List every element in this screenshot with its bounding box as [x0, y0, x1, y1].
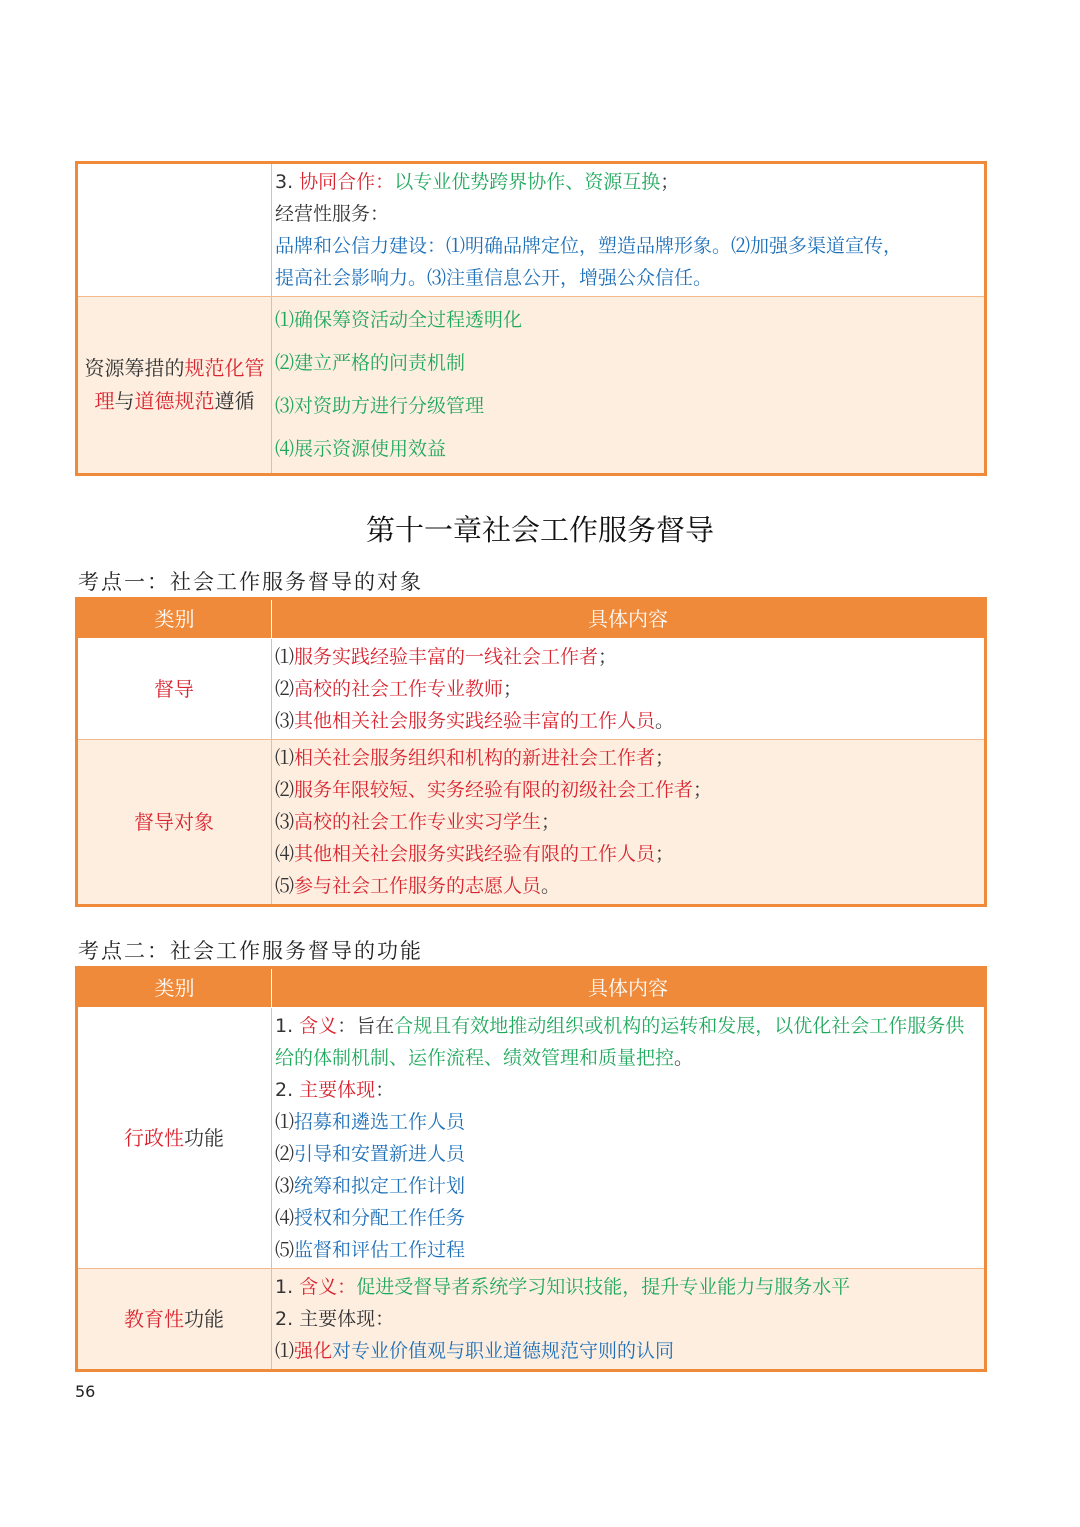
content-line — [275, 742, 980, 774]
column-header-content: 具体内容 — [272, 968, 986, 1008]
text-segment: 2. 主要体现： — [275, 1308, 395, 1330]
text-segment: 道德规范 — [134, 389, 215, 413]
content-line — [275, 1335, 980, 1367]
content-cell-cooperation — [272, 163, 986, 297]
text-segment: 含义 — [299, 1015, 338, 1037]
text-segment: 监督和评估工作过程 — [294, 1239, 466, 1261]
text-segment: 功能 — [184, 1126, 224, 1150]
text-segment: ⑵ — [275, 779, 295, 801]
text-segment: ⑴ — [275, 747, 295, 769]
text-segment: ； — [660, 171, 680, 193]
text-segment: ； — [541, 811, 561, 833]
table-row — [77, 1269, 986, 1371]
content-line — [275, 870, 980, 902]
content-cell — [272, 740, 986, 906]
text-segment: 以专业优势跨界协作、资源互换 — [394, 171, 661, 193]
content-line — [275, 1010, 980, 1074]
content-line — [275, 1138, 980, 1170]
text-segment: 行政性 — [124, 1126, 184, 1150]
content-line — [275, 1106, 980, 1138]
content-line — [275, 1303, 980, 1335]
text-segment: 高校的社会工作专业实习学生 — [294, 811, 542, 833]
text-segment: ⑴ — [275, 646, 295, 668]
text-segment: 授权和分配工作任务 — [294, 1207, 466, 1229]
content-line — [275, 838, 980, 870]
list-item: ⑶对资助方进行分级管理 — [275, 395, 485, 417]
text-segment: 主要体现 — [299, 1079, 376, 1101]
text-segment: ； — [655, 843, 675, 865]
text-segment: ； — [503, 678, 523, 700]
category-cell: 督导 — [77, 639, 272, 740]
content-line — [275, 1202, 980, 1234]
text-segment: 对专业价值观与职业道德规范守则的认同 — [332, 1340, 675, 1362]
content-line — [275, 774, 980, 806]
text-segment: ⑷ — [275, 1207, 295, 1229]
text-segment: 相关社会服务组织和机构的新进社会工作者 — [294, 747, 656, 769]
text-segment: 促进受督导者系统学习知识技能，提升专业能力与服务水平 — [356, 1276, 851, 1298]
table-row — [77, 1008, 986, 1269]
table-header-row — [77, 968, 986, 1008]
table-supervision-functions — [75, 966, 987, 1372]
category-cell-educational — [77, 1269, 272, 1371]
text-segment: 功能 — [184, 1307, 224, 1331]
text-segment: 教育性 — [124, 1307, 184, 1331]
text-segment: 。 — [541, 875, 561, 897]
category-cell-fundraising — [77, 297, 272, 475]
text-segment: 。 — [655, 710, 675, 732]
table-row — [77, 297, 986, 475]
table-continuation — [75, 161, 987, 476]
category-cell: 督导对象 — [77, 740, 272, 906]
text-segment: 服务实践经验丰富的一线社会工作者 — [294, 646, 599, 668]
text-segment: ：旨在 — [337, 1015, 395, 1037]
text-segment: 1. — [275, 1015, 300, 1037]
text-segment: ⑴ — [275, 1111, 295, 1133]
content-line — [275, 198, 980, 230]
text-segment: 高校的社会工作专业教师 — [294, 678, 504, 700]
text-segment: 。 — [674, 1047, 694, 1069]
list-item: ⑵建立严格的问责机制 — [275, 352, 466, 374]
text-segment: 与 — [114, 389, 135, 413]
chapter-title: 第十一章社会工作服务督导 — [365, 513, 714, 547]
text-segment: ； — [598, 646, 618, 668]
content-line — [275, 806, 980, 838]
category-cell-empty — [77, 163, 272, 297]
list-item: ⑷展示资源使用效益 — [275, 438, 447, 460]
text-segment: ： — [375, 1079, 395, 1101]
text-segment: 资源筹措的 — [84, 356, 185, 380]
content-line — [275, 1074, 980, 1106]
text-segment: ⑶ — [275, 1175, 295, 1197]
text-segment: 招募和遴选工作人员 — [294, 1111, 466, 1133]
content-line — [275, 1170, 980, 1202]
text-segment: ； — [693, 779, 713, 801]
text-segment: 品牌和公信力建设：⑴明确品牌定位，塑造品牌形象。⑵加强多渠道宣传， — [275, 235, 903, 257]
text-segment: ； — [655, 747, 675, 769]
text-segment: 引导和安置新进人员 — [294, 1143, 466, 1165]
column-header-category: 类别 — [77, 968, 272, 1008]
text-segment: 其他相关社会服务实践经验丰富的工作人员 — [294, 710, 656, 732]
text-segment: 2. — [275, 1079, 300, 1101]
page-number: 56 — [75, 1382, 96, 1401]
text-segment: 强化 — [294, 1340, 333, 1362]
category-cell-administrative — [77, 1008, 272, 1269]
text-segment: 协同合作： — [299, 171, 395, 193]
section-heading-1: 考点一：社会工作服务督导的对象 — [78, 570, 423, 594]
list-item: ⑴确保筹资活动全过程透明化 — [275, 309, 523, 331]
column-header-category: 类别 — [77, 599, 272, 639]
column-header-content: 具体内容 — [272, 599, 986, 639]
text-segment: 经营性服务： — [275, 203, 390, 225]
text-segment: 规范化管理 — [94, 356, 265, 413]
content-line — [275, 641, 980, 673]
section-heading-2: 考点二：社会工作服务督导的功能 — [78, 939, 423, 963]
text-segment: 参与社会工作服务的志愿人员 — [294, 875, 542, 897]
content-cell — [272, 1269, 986, 1371]
content-line — [275, 1234, 980, 1266]
table-row — [77, 163, 986, 297]
text-segment: 统筹和拟定工作计划 — [294, 1175, 466, 1197]
text-segment: ⑸ — [275, 875, 295, 897]
text-segment: ⑸ — [275, 1239, 295, 1261]
content-cell — [272, 639, 986, 740]
content-line — [275, 673, 980, 705]
table-row — [77, 639, 986, 740]
text-segment: 遵循 — [214, 389, 255, 413]
text-segment: ⑷ — [275, 843, 295, 865]
text-segment: 服务年限较短、实务经验有限的初级社会工作者 — [294, 779, 694, 801]
text-segment: 提高社会影响力。⑶注重信息公开，增强公众信任。 — [275, 267, 713, 289]
text-segment: 3. — [275, 171, 300, 193]
text-segment: 其他相关社会服务实践经验有限的工作人员 — [294, 843, 656, 865]
text-segment: ⑶ — [275, 811, 295, 833]
text-segment: 含义： — [299, 1276, 357, 1298]
table-supervision-objects — [75, 597, 987, 907]
content-cell-fundraising-items — [272, 297, 986, 475]
text-segment: ⑵ — [275, 1143, 295, 1165]
content-cell — [272, 1008, 986, 1269]
content-line — [275, 166, 980, 198]
text-segment: 1. — [275, 1276, 300, 1298]
content-line — [275, 230, 980, 262]
content-line — [275, 705, 980, 737]
text-segment: 合规且有效地推动组织或机构的运转和发展，以优化社会工作服务供给的体制机制、运作流程、绩效管理和质量把控 — [275, 1015, 965, 1069]
text-segment: ⑴ — [275, 1340, 295, 1362]
content-line — [275, 262, 980, 294]
text-segment: ⑵ — [275, 678, 295, 700]
content-line — [275, 1271, 980, 1303]
text-segment: ⑶ — [275, 710, 295, 732]
table-header-row — [77, 599, 986, 639]
table-row — [77, 740, 986, 906]
